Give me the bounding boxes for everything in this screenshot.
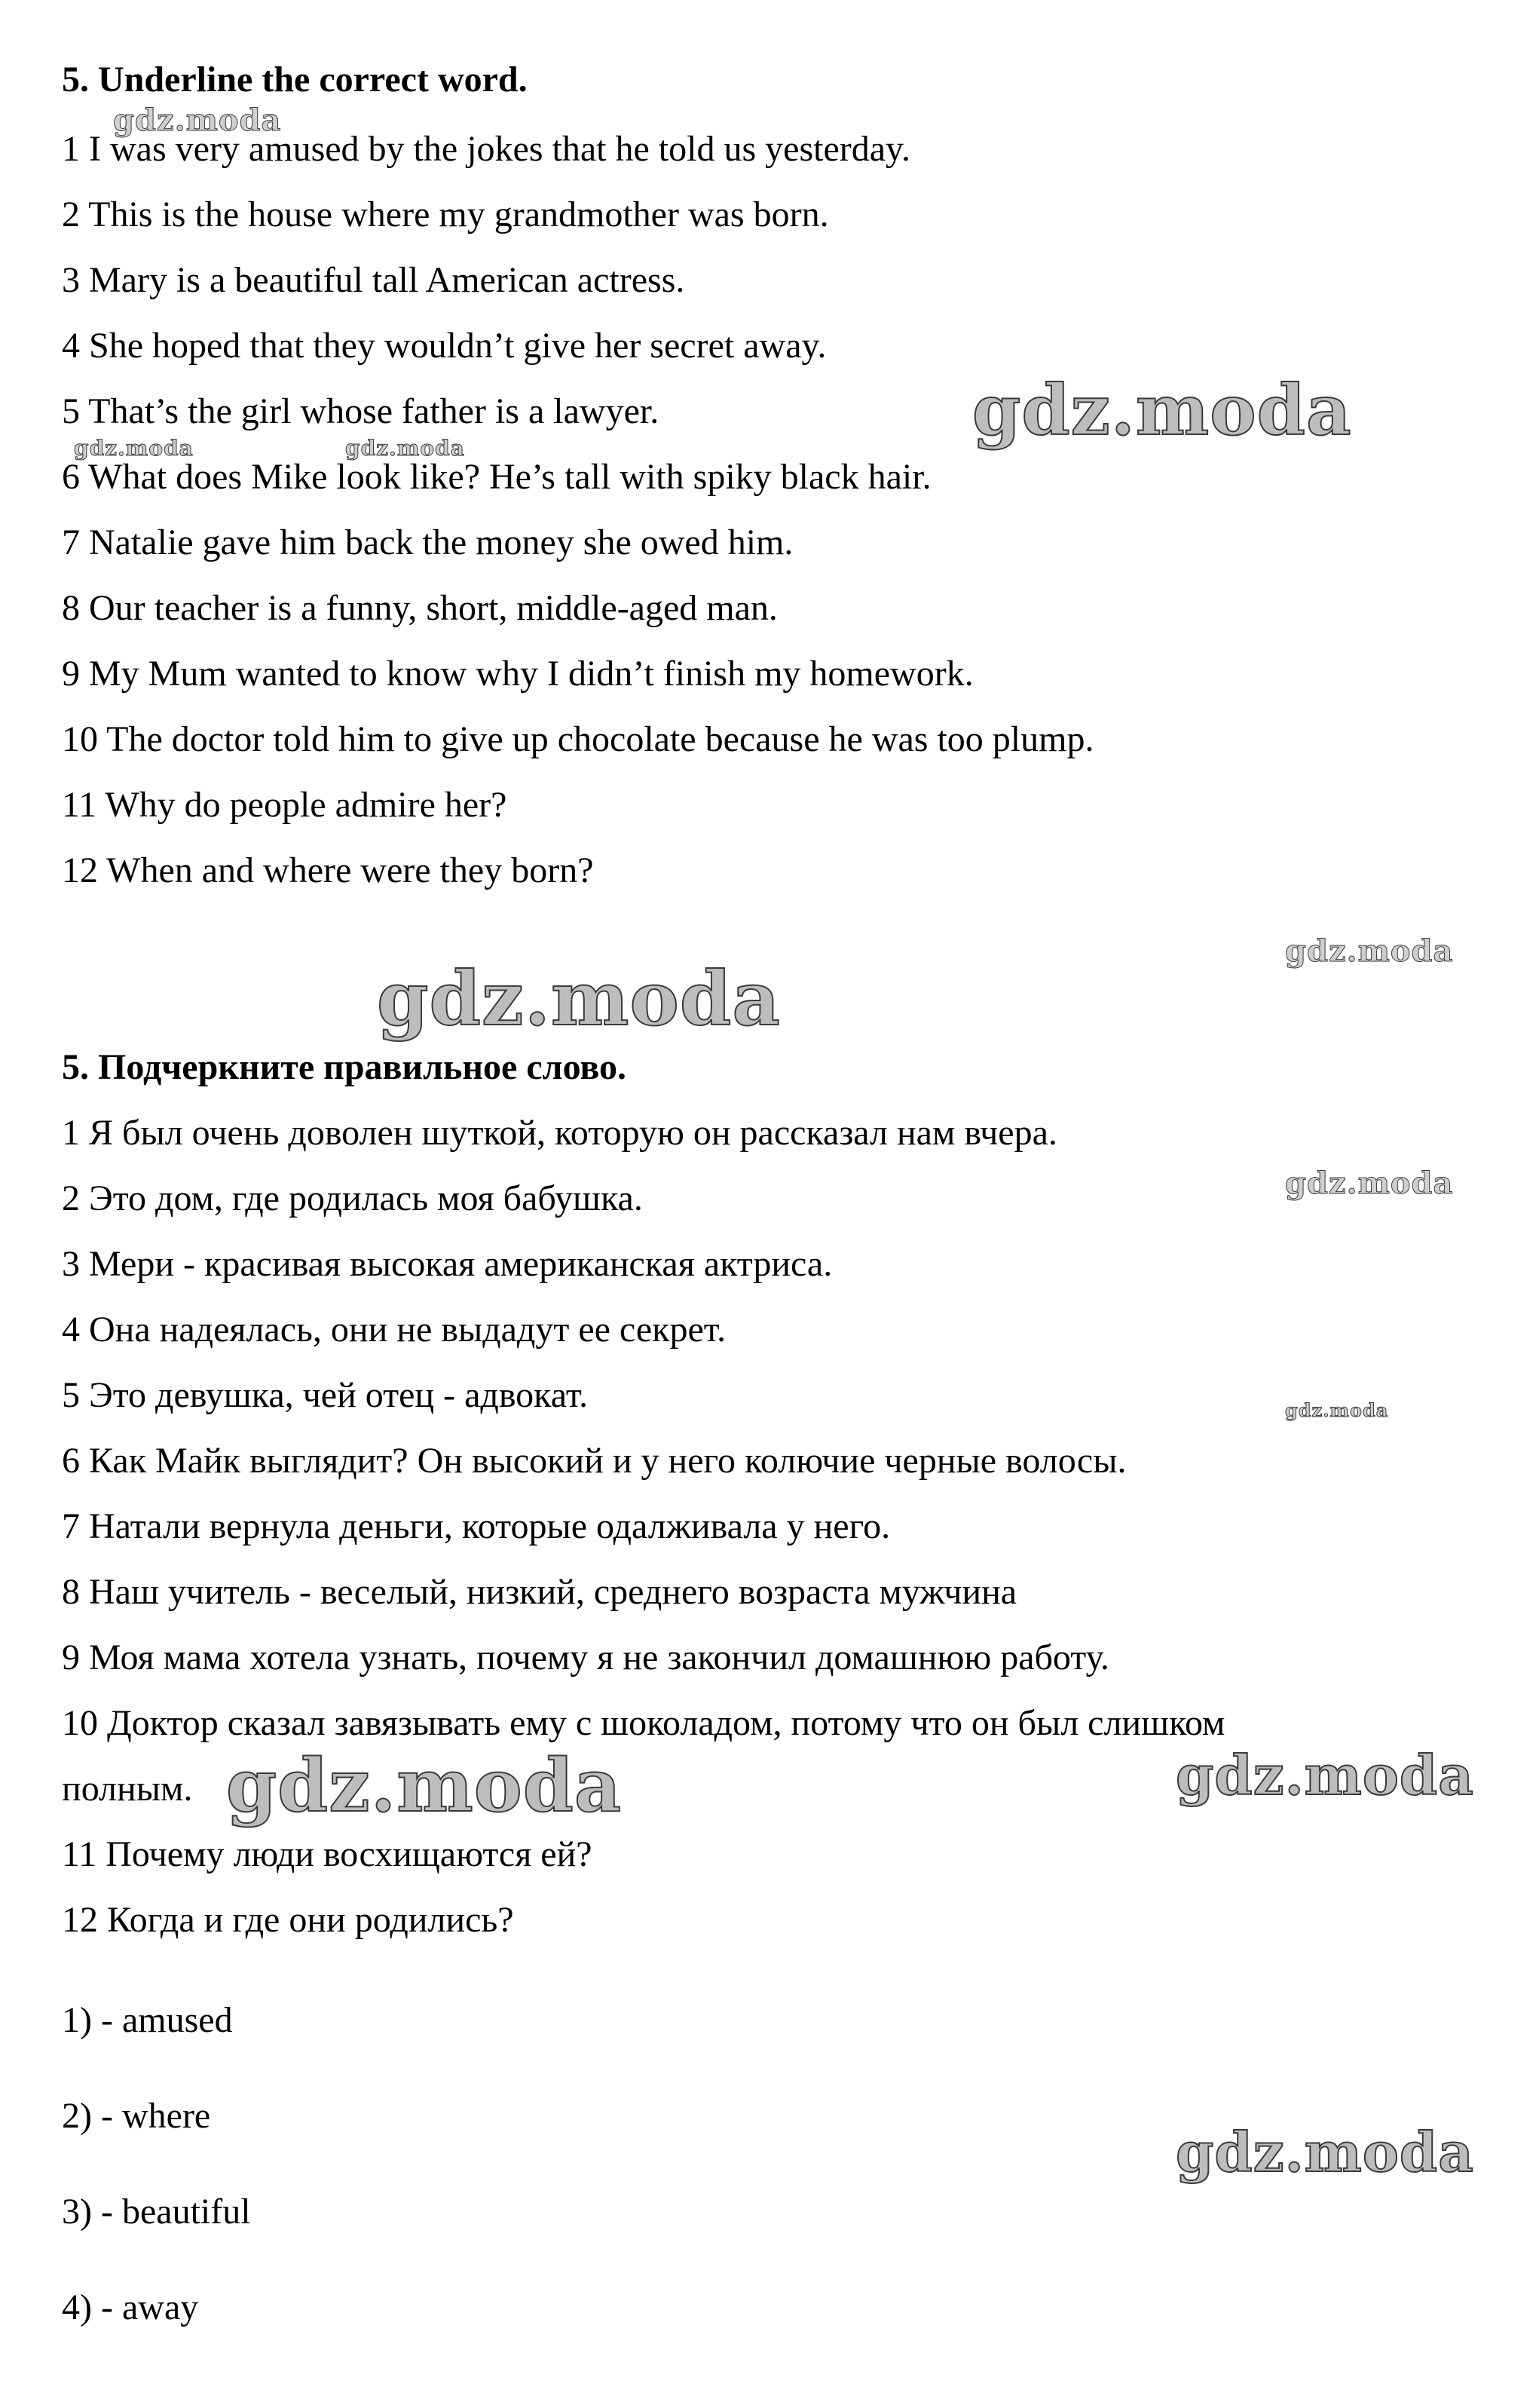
watermark-logo: gdz.moda <box>74 436 194 461</box>
russian-item-11: 11 Почему люди восхищаются ей? <box>62 1834 592 1874</box>
english-item-8: 8 Our teacher is a funny, short, middle-aged man. <box>62 588 778 628</box>
answer-4: 4) - away <box>62 2287 199 2327</box>
english-item-3: 3 Mary is a beautiful tall American actress. <box>62 260 685 300</box>
russian-item-9: 9 Моя мама хотела узнать, почему я не закончил домашнюю работу. <box>62 1638 1109 1677</box>
watermark-logo: gdz.moda <box>1285 1166 1454 1201</box>
answer-3: 3) - beautiful <box>62 2192 251 2232</box>
watermark-logo: gdz.moda <box>345 436 465 461</box>
english-item-11: 11 Why do people admire her? <box>62 785 507 825</box>
russian-item-3: 3 Мери - красивая высокая американская актриса. <box>62 1244 833 1284</box>
english-heading: 5. Underline the correct word. <box>62 60 528 100</box>
russian-item-10: 10 Доктор сказал завязывать ему с шоколадом, потому что он был слишком <box>62 1703 1225 1743</box>
english-item-10: 10 The doctor told him to give up chocolate because he was too plump. <box>62 719 1094 759</box>
english-item-6: 6 What does Mike look like? He’s tall with spiky black hair. <box>62 457 932 497</box>
russian-item-5: 5 Это девушка, чей отец - адвокат. <box>62 1375 589 1415</box>
russian-item-4: 4 Она надеялась, они не выдадут ее секрет. <box>62 1310 727 1350</box>
russian-item-1: 1 Я был очень доволен шуткой, которую он рассказал нам вчера. <box>62 1113 1057 1153</box>
russian-item-6: 6 Как Майк выглядит? Он высокий и у него колючие черные волосы. <box>62 1441 1127 1481</box>
answer-1: 1) - amused <box>62 2000 233 2040</box>
english-item-2: 2 This is the house where my grandmother was born. <box>62 195 829 234</box>
russian-heading: 5. Подчеркните правильное слово. <box>62 1047 626 1087</box>
watermark-logo: gdz.moda <box>972 369 1352 451</box>
russian-item-2: 2 Это дом, где родилась моя бабушка. <box>62 1178 643 1218</box>
watermark-logo: gdz.moda <box>1176 1743 1474 1807</box>
watermark-logo: gdz.moda <box>1285 933 1454 969</box>
russian-item-10-continued: полным. <box>62 1769 193 1809</box>
answer-2: 2) - where <box>62 2096 211 2136</box>
russian-item-8: 8 Наш учитель - веселый, низкий, среднего возраста мужчина <box>62 1572 1017 1612</box>
watermark-logo: gdz.moda <box>113 103 282 138</box>
watermark-logo: gdz.moda <box>226 1743 623 1828</box>
english-item-9: 9 My Mum wanted to know why I didn’t finish my homework. <box>62 654 974 694</box>
english-item-1: 1 I was very amused by the jokes that he told us yesterday. <box>62 129 910 169</box>
english-item-12: 12 When and where were they born? <box>62 850 594 890</box>
russian-item-12: 12 Когда и где они родились? <box>62 1900 514 1940</box>
watermark-logo: gdz.moda <box>377 956 781 1043</box>
english-item-5: 5 That’s the girl whose father is a lawyer. <box>62 391 659 431</box>
english-item-7: 7 Natalie gave him back the money she owed him. <box>62 522 794 562</box>
watermark-logo: gdz.moda <box>1285 1399 1389 1421</box>
watermark-logo: gdz.moda <box>1176 2120 1474 2184</box>
english-item-4: 4 She hoped that they wouldn’t give her secret away. <box>62 326 827 366</box>
russian-item-7: 7 Натали вернула деньги, которые одалживала у него. <box>62 1506 891 1546</box>
